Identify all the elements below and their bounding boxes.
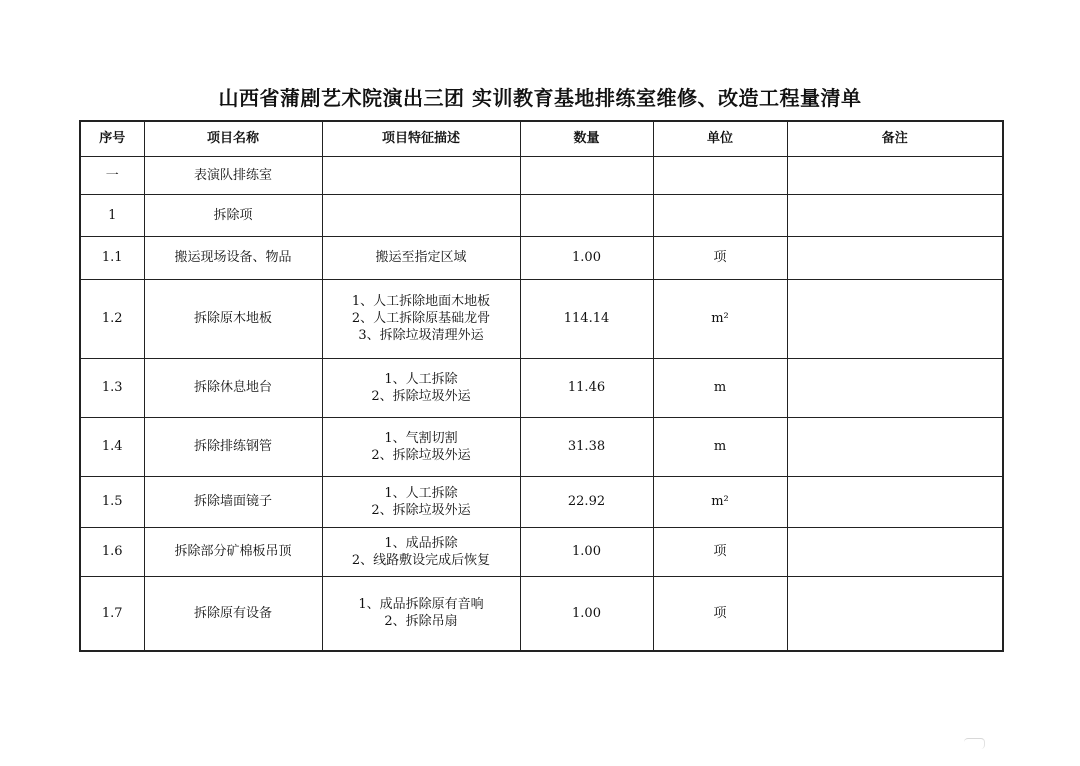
row-name: 搬运现场设备、物品 bbox=[144, 236, 322, 279]
subsection-row bbox=[80, 194, 1003, 236]
row-unit: m bbox=[653, 417, 787, 476]
row-name: 拆除休息地台 bbox=[144, 358, 322, 417]
row-desc bbox=[322, 527, 520, 576]
cell-empty bbox=[520, 194, 653, 236]
row-note bbox=[787, 576, 1003, 651]
desc-line: 1、人工拆除地面木地板 bbox=[351, 294, 491, 309]
document-title: 山西省蒲剧艺术院演出三团 实训教育基地排练室维修、改造工程量清单 bbox=[218, 86, 862, 110]
desc-line: 2、线路敷设完成后恢复 bbox=[351, 552, 491, 568]
row-note bbox=[787, 279, 1003, 358]
row-name: 拆除排练钢管 bbox=[144, 417, 322, 476]
desc-line: 1、成品拆除原有音响 bbox=[358, 597, 484, 613]
row-unit: m bbox=[653, 358, 787, 417]
row-seq: 1.6 bbox=[80, 527, 144, 576]
row-qty: 31.38 bbox=[520, 417, 653, 476]
table-header-row bbox=[80, 121, 1003, 156]
cell-empty bbox=[520, 156, 653, 194]
cell-empty bbox=[653, 156, 787, 194]
table-row bbox=[80, 279, 1003, 358]
row-desc bbox=[322, 279, 520, 358]
row-qty: 11.46 bbox=[520, 358, 653, 417]
row-desc bbox=[322, 358, 520, 417]
section-name: 表演队排练室 bbox=[144, 156, 322, 194]
header-unit: 单位 bbox=[653, 121, 787, 156]
table-row bbox=[80, 576, 1003, 651]
row-seq: 1.4 bbox=[80, 417, 144, 476]
row-note bbox=[787, 527, 1003, 576]
cell-empty bbox=[322, 194, 520, 236]
desc-line: 2、人工拆除原基础龙骨 bbox=[351, 311, 491, 326]
row-note bbox=[787, 236, 1003, 279]
cell-empty bbox=[787, 194, 1003, 236]
row-desc bbox=[322, 476, 520, 527]
row-name: 拆除原有设备 bbox=[144, 576, 322, 651]
header-desc: 项目特征描述 bbox=[322, 121, 520, 156]
cell-empty bbox=[787, 156, 1003, 194]
row-qty: 114.14 bbox=[520, 279, 653, 358]
quantity-bill-table bbox=[79, 120, 1004, 652]
table-row bbox=[80, 417, 1003, 476]
cell-empty bbox=[653, 194, 787, 236]
header-note: 备注 bbox=[787, 121, 1003, 156]
table-row bbox=[80, 236, 1003, 279]
table-row bbox=[80, 476, 1003, 527]
row-seq: 1.7 bbox=[80, 576, 144, 651]
row-note bbox=[787, 358, 1003, 417]
subsection-seq: 1 bbox=[80, 194, 144, 236]
table-row bbox=[80, 527, 1003, 576]
table-row bbox=[80, 358, 1003, 417]
row-unit: m² bbox=[653, 279, 787, 358]
header-qty: 数量 bbox=[520, 121, 653, 156]
row-seq: 1.3 bbox=[80, 358, 144, 417]
row-name: 拆除墙面镜子 bbox=[144, 476, 322, 527]
row-qty: 1.00 bbox=[520, 576, 653, 651]
desc-line: 2、拆除垃圾外运 bbox=[371, 447, 471, 463]
subsection-name: 拆除项 bbox=[144, 194, 322, 236]
desc-line: 2、拆除垃圾外运 bbox=[371, 388, 471, 404]
row-seq: 1.5 bbox=[80, 476, 144, 527]
header-name: 项目名称 bbox=[144, 121, 322, 156]
cell-empty bbox=[322, 156, 520, 194]
row-desc bbox=[322, 576, 520, 651]
row-unit: 项 bbox=[653, 576, 787, 651]
section-row bbox=[80, 156, 1003, 194]
desc-line: 1、气割切割 bbox=[384, 430, 458, 446]
row-name: 拆除部分矿棉板吊顶 bbox=[144, 527, 322, 576]
desc-line: 3、拆除垃圾清理外运 bbox=[358, 328, 484, 343]
scan-corner-mark bbox=[964, 738, 985, 749]
row-unit: 项 bbox=[653, 236, 787, 279]
row-qty: 1.00 bbox=[520, 527, 653, 576]
desc-line: 1、成品拆除 bbox=[384, 535, 458, 551]
row-qty: 22.92 bbox=[520, 476, 653, 527]
row-desc bbox=[322, 417, 520, 476]
header-seq: 序号 bbox=[80, 121, 144, 156]
desc-line: 搬运至指定区域 bbox=[375, 250, 467, 265]
desc-line: 2、拆除吊扇 bbox=[384, 614, 458, 630]
row-note bbox=[787, 476, 1003, 527]
section-seq: 一 bbox=[80, 156, 144, 194]
row-seq: 1.1 bbox=[80, 236, 144, 279]
row-seq: 1.2 bbox=[80, 279, 144, 358]
row-qty: 1.00 bbox=[520, 236, 653, 279]
row-note bbox=[787, 417, 1003, 476]
desc-line: 1、人工拆除 bbox=[384, 371, 458, 387]
desc-line: 2、拆除垃圾外运 bbox=[371, 502, 471, 518]
desc-line: 1、人工拆除 bbox=[384, 485, 458, 501]
row-unit: m² bbox=[653, 476, 787, 527]
row-unit: 项 bbox=[653, 527, 787, 576]
row-name: 拆除原木地板 bbox=[144, 279, 322, 358]
row-desc bbox=[322, 236, 520, 279]
